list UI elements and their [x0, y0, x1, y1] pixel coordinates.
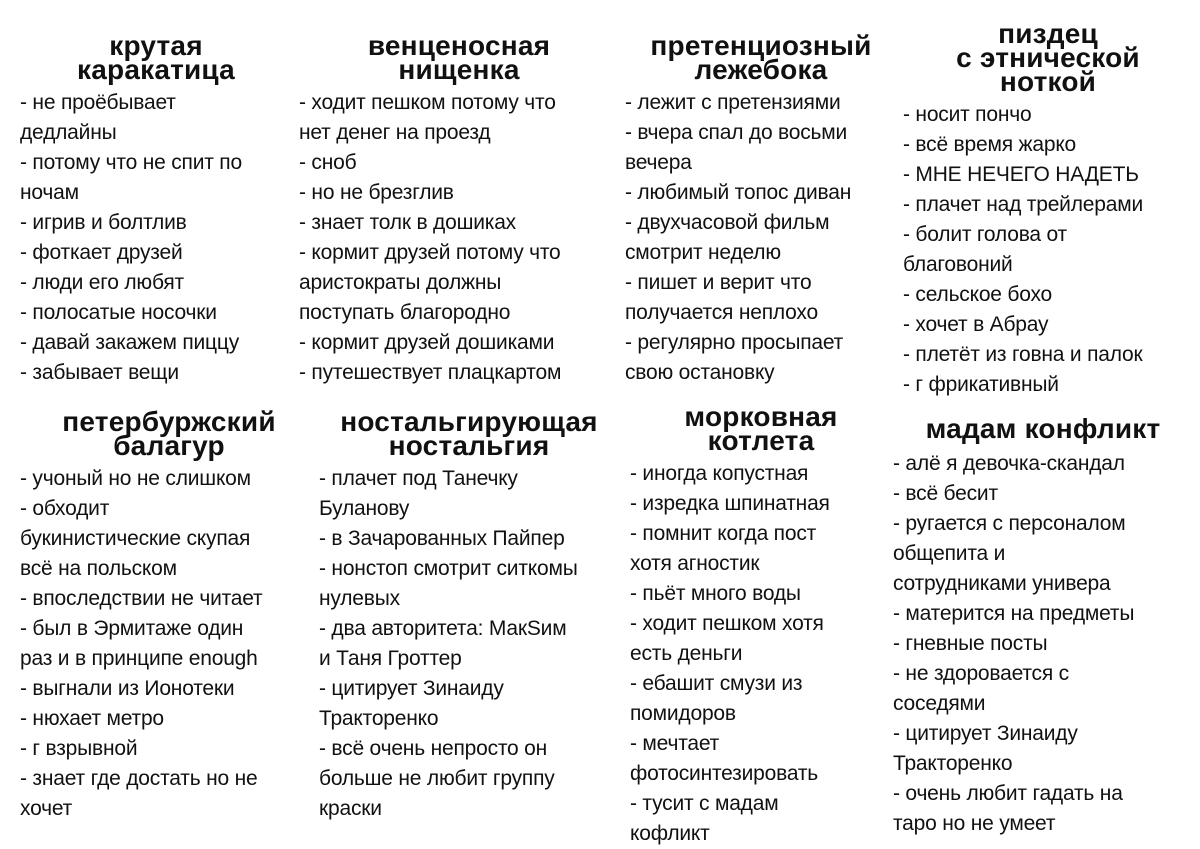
trait-item: - потому что не спит по ночам — [20, 151, 242, 204]
trait-list — [299, 88, 619, 388]
trait-item: - знает где достать но не хочет — [20, 767, 258, 820]
trait-item: - ебашит смузи из помидоров — [630, 672, 803, 725]
trait-item: - не здоровается с соседями — [893, 662, 1069, 715]
trait-item: - плачет над трейлерами — [903, 193, 1143, 216]
trait-item: - был в Эрмитаже один раз и в принципе enough — [20, 617, 258, 670]
trait-item: - люди его любят — [20, 271, 184, 294]
card-nostalgiruyushchaya-nostalgiya — [319, 406, 619, 824]
trait-item: - матерится на предметы — [893, 602, 1135, 625]
card-madam-konflikt — [893, 413, 1193, 839]
trait-item: - кормит друзей потому что аристократы должны поступать благородно — [299, 241, 561, 324]
trait-item: - алё я девочка-скандал — [893, 452, 1125, 475]
trait-item: - плачет под Танечку Буланову — [319, 467, 518, 520]
trait-item: - всё очень непросто он больше не любит группу краски — [319, 737, 555, 820]
card-pretentsiozny-lezheboka — [625, 30, 897, 388]
trait-item: - очень любит гадать на таро но не умеет — [893, 782, 1123, 835]
card-title: пиздец с этнической ноткой — [956, 18, 1140, 97]
trait-item: - изредка шпинатная — [630, 492, 830, 515]
trait-item: - кормит друзей дошиками — [299, 331, 555, 354]
trait-item: - нонстоп смотрит ситкомы нулевых — [319, 557, 578, 610]
trait-item: - пишет и верит что получается неплохо — [625, 271, 818, 324]
trait-item: - игрив и болтлив — [20, 211, 187, 234]
trait-item: - всё бесит — [893, 482, 998, 505]
trait-item: - но не брезглив — [299, 181, 454, 204]
trait-item: - болит голова от благовоний — [903, 223, 1067, 276]
trait-item: - всё время жарко — [903, 133, 1077, 156]
trait-item: - мечтает фотосинтезировать — [630, 732, 818, 785]
trait-item: - полосатые носочки — [20, 301, 217, 324]
trait-item: - знает толк в дошиках — [299, 211, 516, 234]
trait-item: - г взрывной — [20, 737, 138, 760]
trait-item: - обходит букинистические скупая всё на польском — [20, 497, 251, 580]
trait-item: - помнит когда пост хотя агностик — [630, 522, 817, 575]
trait-item: - ходит пешком потому что нет денег на проезд — [299, 91, 556, 144]
trait-item: - не проёбывает дедлайны — [20, 91, 176, 144]
trait-item: - два авторитета: МакSим и Таня Гроттер — [319, 617, 567, 670]
trait-item: - цитирует Зинаиду Тракторенко — [893, 722, 1078, 775]
card-morkovnaya-kotleta — [630, 401, 892, 849]
card-title: морковная котлета — [684, 401, 838, 456]
card-ventsenosnaya-nishchenka — [299, 30, 619, 388]
trait-list — [319, 464, 619, 824]
card-title: петербуржский балагур — [62, 406, 276, 461]
trait-item: - выгнали из Ионотеки — [20, 677, 235, 700]
trait-item: - пьёт много воды — [630, 582, 801, 605]
trait-item: - плетёт из говна и палок — [903, 343, 1143, 366]
card-title: венценосная нищенка — [367, 30, 551, 85]
trait-item: - сельское бохо — [903, 283, 1053, 306]
card-krutaya-karakatitsa — [20, 30, 292, 388]
trait-item: - иногда копустная — [630, 462, 809, 485]
trait-item: - регулярно просыпает свою остановку — [625, 331, 844, 384]
trait-item: - вчера спал до восьми вечера — [625, 121, 848, 174]
trait-item: - цитирует Зинаиду Тракторенко — [319, 677, 504, 730]
trait-item: - ходит пешком хотя есть деньги — [630, 612, 824, 665]
trait-item: - путешествует плацкартом — [299, 361, 562, 384]
trait-item: - носит пончо — [903, 103, 1032, 126]
trait-item: - забывает вещи — [20, 361, 179, 384]
trait-item: - ругается с персоналом общепита и сотрудниками универа — [893, 512, 1126, 595]
trait-list — [903, 100, 1193, 400]
trait-item: - двухчасовой фильм смотрит неделю — [625, 211, 830, 264]
trait-item: - впоследствии не читает — [20, 587, 263, 610]
trait-item: - г фрикативный — [903, 373, 1059, 396]
card-etnicheskaya-notka — [903, 18, 1193, 400]
card-title: претенциозный лежебока — [650, 30, 872, 85]
trait-item: - любимый топос диван — [625, 181, 852, 204]
card-title: ностальгирующая ностальгия — [340, 406, 598, 461]
trait-item: - фоткает друзей — [20, 241, 183, 264]
trait-item: - сноб — [299, 151, 357, 174]
card-peterburzhsky-balagur — [20, 406, 318, 824]
trait-list — [20, 88, 292, 388]
trait-list — [20, 464, 318, 824]
card-title: мадам конфликт — [925, 413, 1161, 444]
trait-item: - хочет в Абрау — [903, 313, 1049, 336]
trait-item: - в Зачарованных Пайпер — [319, 527, 565, 550]
trait-item: - нюхает метро — [20, 707, 164, 730]
card-title: крутая каракатица — [77, 30, 235, 85]
trait-item: - давай закажем пиццу — [20, 331, 240, 354]
trait-list — [630, 459, 892, 849]
trait-list — [625, 88, 897, 388]
trait-item: - тусит с мадам кофликт — [630, 792, 779, 845]
trait-item: - МНЕ НЕЧЕГО НАДЕТЬ — [903, 163, 1139, 186]
trait-item: - гневные посты — [893, 632, 1048, 655]
trait-list — [893, 449, 1193, 839]
trait-item: - лежит с претензиями — [625, 91, 841, 114]
trait-item: - учоный но не слишком — [20, 467, 251, 490]
